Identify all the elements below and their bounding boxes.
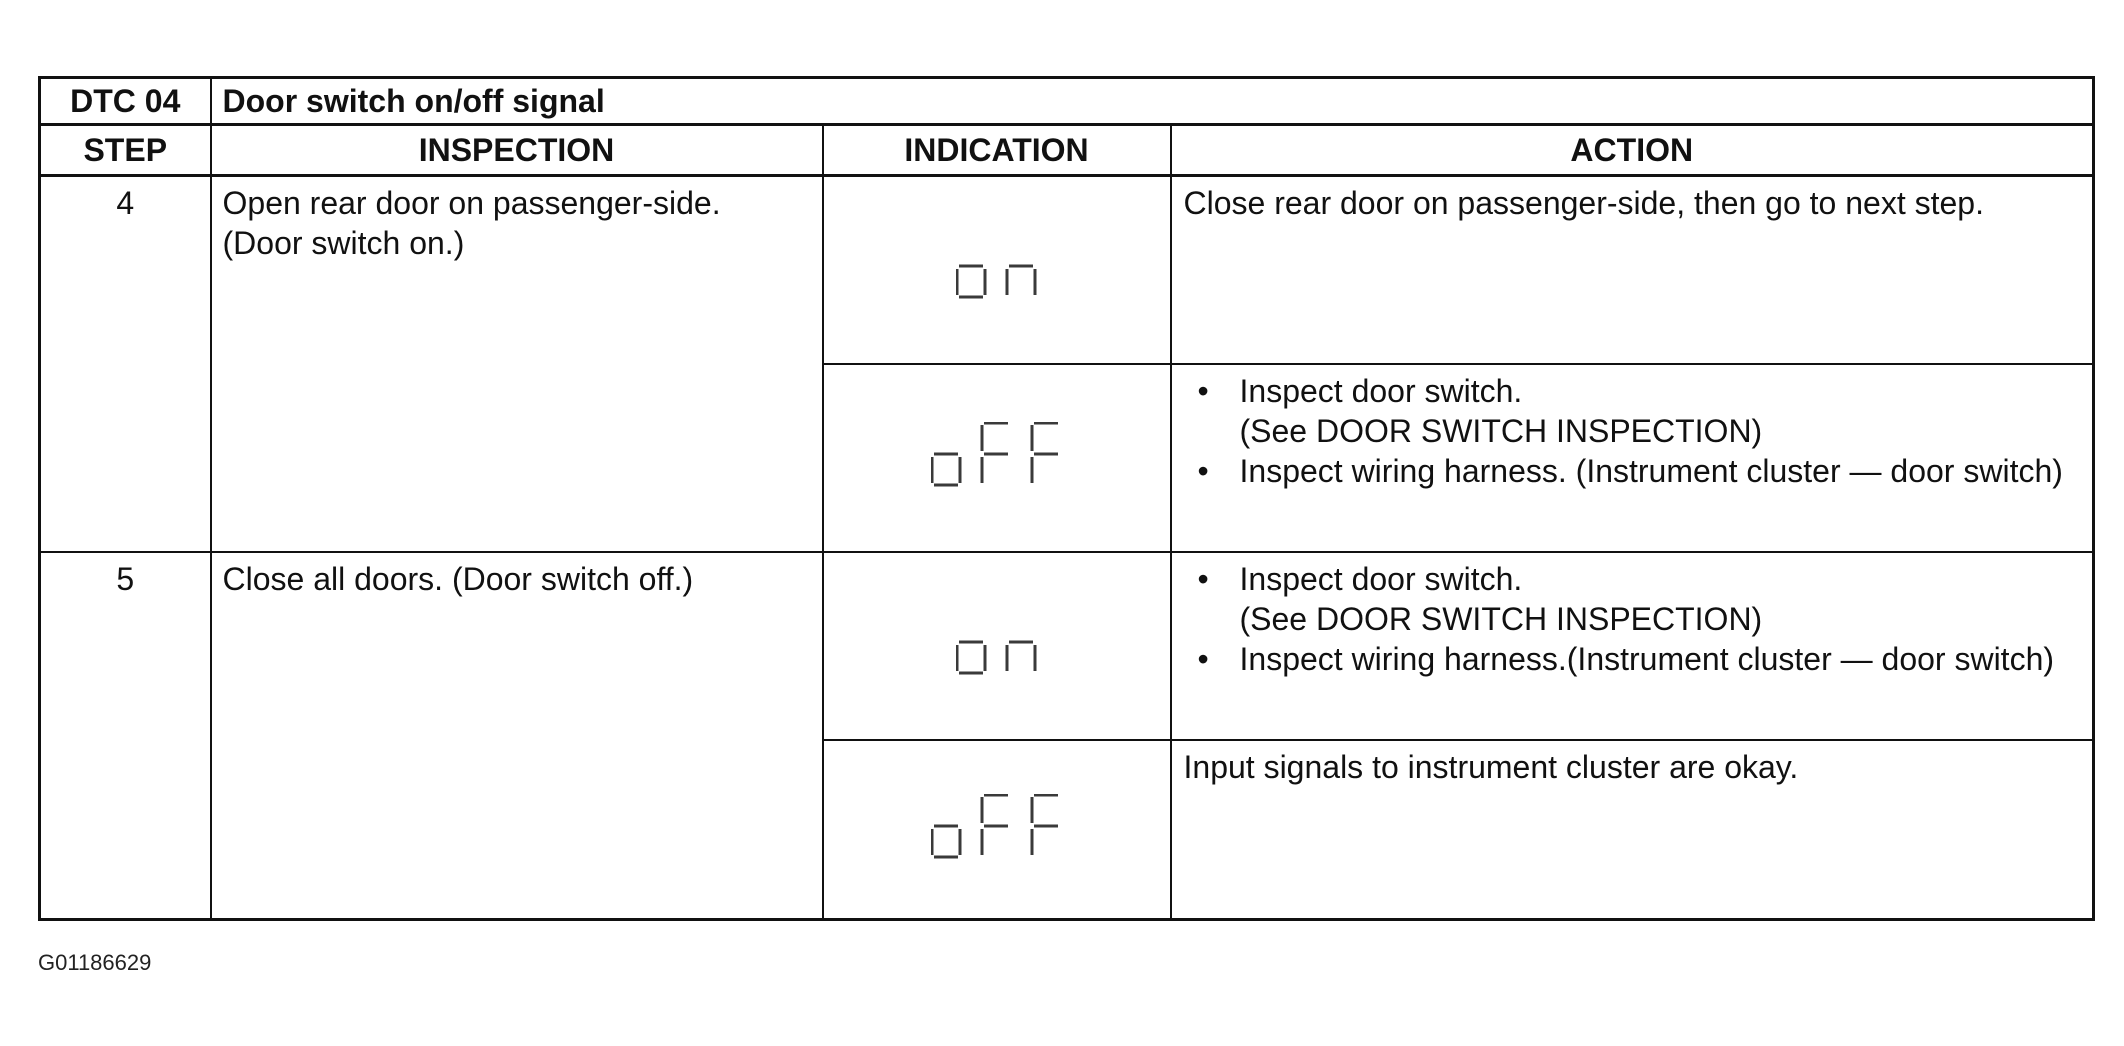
segment-digit	[982, 423, 1008, 483]
action-text: Input signals to instrument cluster are okay.	[1183, 748, 1799, 785]
segment-digit	[932, 454, 960, 485]
segment-display-off	[931, 422, 1063, 488]
header-action: ACTION	[1171, 125, 2094, 176]
action-cell	[1171, 176, 2094, 364]
segment-digit	[957, 642, 985, 673]
action-bullet	[1184, 559, 2075, 639]
segment-glyphs	[956, 610, 1038, 676]
segment-display-off	[931, 794, 1063, 860]
header-row	[40, 125, 2094, 176]
table-row	[40, 552, 2094, 740]
action-text: Close rear door on passenger-side, then go to next step.	[1183, 185, 1984, 221]
segment-digit	[932, 826, 960, 857]
inspection-cell	[211, 176, 823, 552]
step-number: 4	[40, 176, 211, 552]
inspection-cell	[211, 552, 823, 920]
segment-display-on	[956, 610, 1038, 676]
action-cell	[1171, 552, 2094, 740]
dtc-code: DTC 04	[40, 78, 211, 125]
inspection-text: Close all doors. (Door switch off.)	[222, 560, 694, 597]
inspection-text: (Door switch on.)	[222, 225, 465, 261]
action-bullet	[1184, 451, 2075, 491]
segment-digit	[1032, 423, 1058, 483]
title-row	[40, 78, 2094, 125]
action-list	[1184, 559, 2075, 679]
step-number: 5	[40, 552, 211, 920]
table-row	[40, 176, 2094, 364]
action-cell	[1171, 740, 2094, 920]
segment-glyphs	[931, 794, 1063, 860]
action-text: (See DOOR SWITCH INSPECTION)	[1239, 412, 1763, 449]
action-text: • Inspect wiring harness.(Instrument cluster — door switch)	[1239, 640, 2055, 677]
header-step: STEP	[40, 125, 211, 176]
segment-digit	[1007, 642, 1035, 671]
action-text: • Inspect door switch.	[1239, 560, 1523, 597]
segment-digit	[1007, 266, 1035, 295]
segment-digit	[1032, 795, 1058, 855]
segment-digit	[982, 795, 1008, 855]
segment-display-on	[956, 234, 1038, 300]
segment-glyphs	[956, 234, 1038, 300]
segment-glyphs	[931, 422, 1063, 488]
action-text: • Inspect door switch.	[1239, 372, 1523, 409]
indication-cell	[823, 552, 1171, 740]
action-cell	[1171, 364, 2094, 552]
action-text: • Inspect wiring harness. (Instrument cluster — door switch)	[1239, 452, 2063, 489]
action-list	[1184, 371, 2075, 491]
indication-cell	[823, 364, 1171, 552]
action-text: (See DOOR SWITCH INSPECTION)	[1239, 600, 1763, 637]
dtc-table	[38, 76, 2095, 921]
action-bullet	[1184, 639, 2075, 679]
dtc-title: Door switch on/off signal	[211, 78, 2094, 125]
indication-cell	[823, 176, 1171, 364]
action-bullet	[1184, 371, 2075, 451]
header-indication: INDICATION	[823, 125, 1171, 176]
header-inspection: INSPECTION	[211, 125, 823, 176]
segment-digit	[957, 266, 985, 297]
inspection-text: Open rear door on passenger-side.	[222, 185, 721, 221]
indication-cell	[823, 740, 1171, 920]
figure-id: G01186629	[38, 950, 152, 975]
